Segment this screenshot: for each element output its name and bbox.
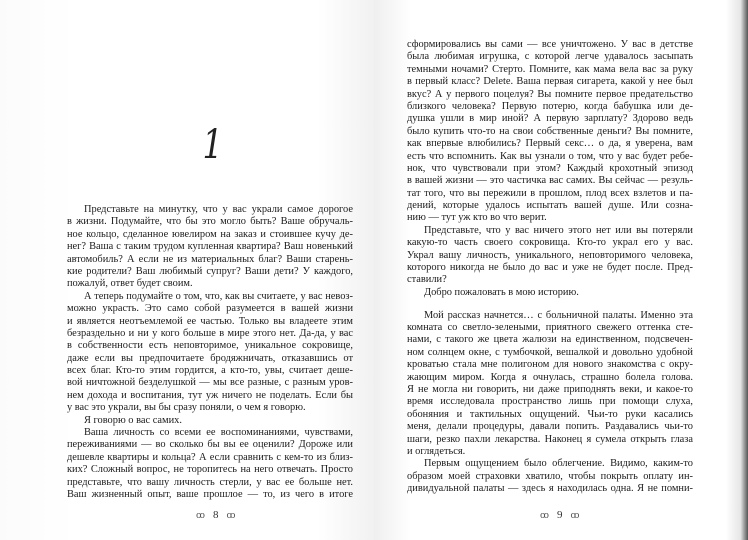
text-line: нию — тут уж кто во что верит. xyxy=(407,212,547,224)
text-line: ное кольцо, сделанное ювелиром на заказ и стоившее кучу де- xyxy=(67,228,353,240)
text-line: есть что вспомнить. Как вы узнали о том, что у вас будет ребе- xyxy=(407,150,693,162)
text-line: Представьте на минутку, что у вас украли самое дорогое xyxy=(84,204,353,215)
text-line: ставили? xyxy=(407,274,447,286)
text-line: дешевле квартиры и кольца? А если сравнить с кем-то из близ- xyxy=(67,451,353,463)
text-line: была любимая игрушка, с которой легче удавалось засыпать xyxy=(407,51,693,63)
text-line: темными ночами? Стерто. Помните, как мама вела вас за руку xyxy=(407,63,693,75)
text-line: Мой рассказ начнется… с больничной палаты. Именно эта xyxy=(424,309,693,321)
text-line: которого никогда не было до вас и уже не будет после. Пред- xyxy=(407,262,693,274)
text-line: дивидуальной палаты — здесь я находилась одна. Я не помни- xyxy=(407,483,693,495)
paragraph xyxy=(67,291,353,415)
text-line: пожалуй, ответ будет своим. xyxy=(67,278,193,290)
text-line: обоняния и тактильных ощущений. Чьи-то руки касались xyxy=(407,408,693,420)
text-line: автомобиль? А если не из материальных благ? Ваши старень- xyxy=(67,253,353,265)
text-line: тат того, что вы пережили в прошлом, плод всех взлетов и па- xyxy=(407,187,693,199)
text-line: в собственности есть неповторимое, уникальное сокровище, xyxy=(67,340,353,352)
text-line: сформировались вы сами — все уничтожено. У вас в детстве xyxy=(407,39,693,50)
text-line: Ваша личность со всеми ее воспоминаниями, чувствами, xyxy=(84,427,353,439)
text-line: образом моей страховки хватило, чтобы покрыть оплату ин- xyxy=(407,470,693,482)
paragraph xyxy=(67,415,353,427)
section-break xyxy=(407,299,693,310)
right-page-text xyxy=(407,39,693,496)
left-page-text xyxy=(67,204,353,501)
text-line: как впервые влюбились? Первый секс… о да, я уверена, вам xyxy=(407,138,693,150)
text-line: и является неотъемлемой ее частью. Только вы владеете этим xyxy=(67,315,353,327)
text-line: безраздельно и ни у кого больше в мире этого нет. Да-да, у вас xyxy=(67,327,353,339)
text-line: Первым ощущением было облегчение. Видимо, каким-то xyxy=(424,458,693,470)
paragraph xyxy=(67,204,353,291)
text-line: кроватью стала мне полигоном для нового знакомства с окру- xyxy=(407,359,693,371)
text-line: близкого человека? Первую потерю, когда бабушка или де- xyxy=(407,100,693,112)
text-line: Представьте, что у вас ничего этого нет или вы потеряли xyxy=(424,224,693,236)
page-number: 8 xyxy=(213,509,219,521)
text-line: комната со светло-зелеными, приятного свежего оттенка сте- xyxy=(407,322,693,334)
text-line: Ваш жизненный опыт, ваше прошлое — то, из чего в итоге xyxy=(67,488,353,500)
text-line: даже если вы предпочитаете бродяжничать, отказавшись от xyxy=(67,352,353,364)
paragraph xyxy=(407,458,693,495)
text-line: жающим миром. Когда я очнулась, страшно болела голова. xyxy=(407,371,693,383)
text-line: ких? Сложный вопрос, не торопитесь на него отвечать. Просто xyxy=(67,464,353,476)
text-line: переживаниями — во сколько бы вы ее оценили? Дороже или xyxy=(67,439,353,451)
ornament-right-icon: ꝏ xyxy=(226,509,236,520)
text-line: в первый класс? Delete. Ваша первая сигарета, какой у нее был xyxy=(407,76,693,88)
text-line: меня, делали процедуры, давали попить. Раздавались чьи-то xyxy=(407,421,693,433)
text-line: вкус? А у первого поцелуя? Вы помните первое предательство xyxy=(407,88,693,100)
text-line: нем дохода и воспитания, тут уж ничего не поделать. Если бы xyxy=(67,389,353,401)
text-line: представьте, что вашу личность стерли, у вас ее больше нет. xyxy=(67,476,353,488)
text-line: Я говорю о вас самих. xyxy=(84,414,182,426)
text-line: шаги, резко пахли лекарства. Наконец я сумела открыть глаза xyxy=(407,433,693,445)
paragraph xyxy=(407,310,693,459)
text-line: было купить что-то на свои собственные деньги? Вы помните, xyxy=(407,125,693,137)
text-line: всех благ. Кто-то этим гордится, а кто-то, увы, считает деше- xyxy=(67,365,353,377)
text-line: А теперь подумайте о том, что, как вы считаете, у вас невоз- xyxy=(84,290,353,302)
ornament-right-icon: ꝏ xyxy=(570,509,580,520)
right-page xyxy=(374,0,748,540)
text-line: в вашей жизни — это частичка вас самих. Вы сейчас — резуль- xyxy=(407,175,693,187)
text-line: нок, что чувствовали при этом? Каждый крохотный эпизод xyxy=(407,162,693,174)
page-number: 9 xyxy=(557,509,563,521)
ornament-left-icon: ꝏ xyxy=(540,509,549,520)
text-line: нами, с такого же цвета жалюзи на единственном, подсвечен- xyxy=(407,334,693,346)
chapter-number: 1 xyxy=(202,122,223,168)
text-line: Я не могла ни говорить, ни даже приподнять веки, и какое-то xyxy=(407,384,693,396)
text-line: какую-то часть своего сокровища. Кто-то украл его у вас. xyxy=(407,237,693,249)
paragraph xyxy=(407,225,693,287)
paragraph xyxy=(407,39,693,225)
text-line: время исследовала пространство лишь при помощи слуха, xyxy=(407,396,693,408)
page-footer xyxy=(196,509,236,521)
text-line: у вас это украли, вы бы сразу поняли, о чем я говорю. xyxy=(67,402,306,414)
text-line: Добро пожаловать в мою историю. xyxy=(424,286,579,298)
ornament-left-icon: ꝏ xyxy=(196,509,205,520)
text-line: Украл вашу личность, уникального, неповторимого человека, xyxy=(407,249,693,261)
text-line: можно украсть. Это само собой разумеется в вашей жизни xyxy=(67,303,353,315)
text-line: дений, которые удалось испытать вашей душе. Или созна- xyxy=(407,200,693,212)
text-line: и оглядеться. xyxy=(407,446,466,457)
text-line: в жизни. Подумайте, что бы это могло быть? Ваше обручаль- xyxy=(67,216,353,228)
text-line: нег? Ваша с таким трудом купленная квартира? Ваш новенький xyxy=(67,241,353,253)
paragraph xyxy=(407,287,693,299)
text-line: душка ушли в мир иной? А первую зарплату? Здорово ведь xyxy=(407,113,693,125)
text-line: ном солнцем окне, с тумбочкой, вешалкой и довольно удобной xyxy=(407,346,693,358)
page-footer xyxy=(540,509,580,521)
text-line: вой ничтожной безделушкой — мы все разные, с разным уров- xyxy=(67,377,353,389)
text-line: кие родители? Ваш любимый супруг? Ваши дети? У каждого, xyxy=(67,265,353,277)
paragraph xyxy=(67,427,353,501)
